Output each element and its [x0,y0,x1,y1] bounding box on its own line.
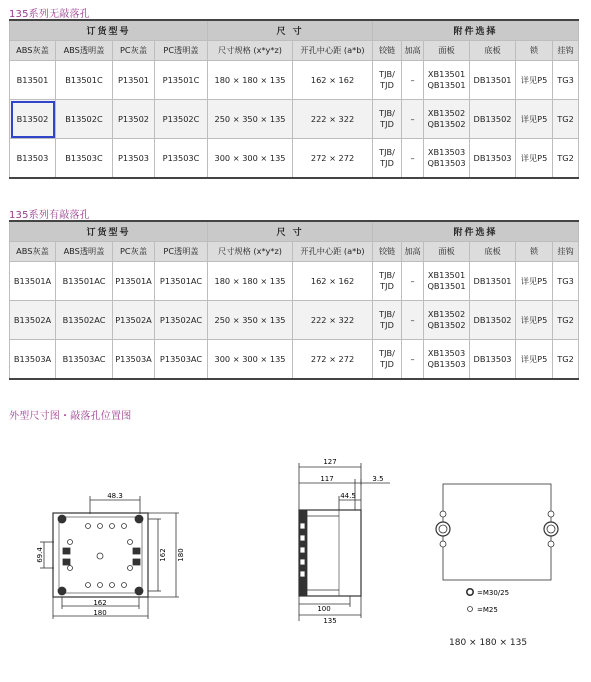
table-cell [424,139,470,179]
table-cell-line: TJD [380,119,394,129]
table-cell-line: TJB/ [379,69,395,79]
table-cell: – [402,139,424,179]
table-cell [424,301,470,340]
table-cell-line: XB13503 [427,147,466,157]
table-cell: TG3 [553,262,579,301]
table-cell: 272 × 272 [293,139,373,179]
selected-cell[interactable]: B13502 [10,100,56,139]
table-cell: DB13502 [470,100,516,139]
table-cell-line: TJB/ [379,147,395,157]
column-header: ABS透明盖 [56,242,113,262]
table-cell: B13503C [56,139,113,179]
table-cell: DB13503 [470,139,516,179]
table-cell [373,262,402,301]
table-cell [424,340,470,380]
table-cell: B13501 [10,61,56,100]
table-cell: 300 × 300 × 135 [208,139,293,179]
column-header: 面板 [424,242,470,262]
table-cell: – [402,61,424,100]
table-cell: TG2 [553,100,579,139]
table-cell-line: TJB/ [379,108,395,118]
table-cell: 详见P5 [516,262,553,301]
table-cell: TG3 [553,61,579,100]
table-cell [373,340,402,380]
table-cell: DB13502 [470,301,516,340]
table-row [10,100,579,139]
table-cell-line: XB13502 [427,108,466,118]
table-cell: TG2 [553,301,579,340]
table-cell-line: XB13503 [427,348,466,358]
table-cell-line: QB13501 [427,80,466,90]
table-cell: B13503A [10,340,56,380]
table-cell-line: QB13503 [427,158,466,168]
table-cell: P13503AC [155,340,208,380]
table-cell: P13501 [113,61,155,100]
table-cell-line: TJD [380,359,394,369]
dim-69-4: 69.4 [36,547,44,563]
table-cell: 180 × 180 × 135 [208,262,293,301]
column-header: 底板 [470,242,516,262]
table-cell: B13501C [56,61,113,100]
table-cell [373,301,402,340]
table-cell-line: TJD [380,158,394,168]
column-header: ABS灰盖 [10,41,56,61]
table-cell: 272 × 272 [293,340,373,380]
table-cell-line: TJB/ [379,348,395,358]
table-cell: – [402,340,424,380]
table-cell: – [402,262,424,301]
table-cell: 详见P5 [516,100,553,139]
table-cell: B13501AC [56,262,113,301]
table-cell: 详见P5 [516,61,553,100]
table-cell-line: TJB/ [379,309,395,319]
table-cell: DB13501 [470,262,516,301]
table-cell-line: QB13503 [427,359,466,369]
table-cell: B13503 [10,139,56,179]
table-cell [424,61,470,100]
column-header: 铰链 [373,242,402,262]
table-cell [424,262,470,301]
table-cell: DB13501 [470,61,516,100]
table-cell-line: QB13501 [427,281,466,291]
dim-44-5: 44.5 [340,492,356,500]
table-cell: – [402,301,424,340]
table-cell: TG2 [553,340,579,380]
table-cell-line: XB13501 [427,69,466,79]
column-header: 开孔中心距 (a*b) [293,242,373,262]
table-cell [373,61,402,100]
group-header-size: 尺 寸 [208,221,373,242]
table-cell: P13503A [113,340,155,380]
table-cell: 162 × 162 [293,262,373,301]
table-cell-line: TJD [380,80,394,90]
table-row [10,139,579,179]
section-title-with-knockout: 135系列有敲落孔 [9,210,90,221]
column-header: 开孔中心距 (a*b) [293,41,373,61]
table-cell: P13503C [155,139,208,179]
table-cell: P13502 [113,100,155,139]
table-cell: 300 × 300 × 135 [208,340,293,380]
table-cell-line: TJD [380,281,394,291]
table-cell: B13502AC [56,301,113,340]
table-cell: P13502AC [155,301,208,340]
column-header: 锁 [516,242,553,262]
dim-100: 100 [317,605,331,613]
dim-48-3: 48.3 [107,492,123,500]
table-cell-line: TJB/ [379,270,395,280]
table-row [10,262,579,301]
table-cell: B13502A [10,301,56,340]
table-cell-line: QB13502 [427,320,466,330]
group-header-order: 订货型号 [10,20,208,41]
drawings-title: 外型尺寸图・敲落孔位置图 [9,411,132,422]
table-cell: 162 × 162 [293,61,373,100]
knockout-caption: 180 × 180 × 135 [449,638,528,648]
table-cell-line: XB13501 [427,270,466,280]
table-cell: 250 × 350 × 135 [208,301,293,340]
table-cell [373,100,402,139]
column-header: 挂钩 [553,242,579,262]
section-title-no-knockout: 135系列无敲落孔 [9,9,90,20]
side-view-drawing [290,455,400,625]
column-header: 尺寸规格 (x*y*z) [208,41,293,61]
table-cell: P13502C [155,100,208,139]
legend-small-label: =M25 [477,606,498,614]
table-cell [424,100,470,139]
dim-162-vertical: 162 [159,548,167,562]
table-cell: 180 × 180 × 135 [208,61,293,100]
group-header-size: 尺 寸 [208,20,373,41]
table-row [10,340,579,380]
table-cell: P13501AC [155,262,208,301]
table-cell: 详见P5 [516,301,553,340]
column-header: 尺寸规格 (x*y*z) [208,242,293,262]
column-header: 锁 [516,41,553,61]
column-header: 面板 [424,41,470,61]
dim-180-horizontal: 180 [93,609,107,617]
table-cell: TG2 [553,139,579,179]
dim-127: 127 [323,458,337,466]
column-header: 铰链 [373,41,402,61]
legend-large-label: =M30/25 [477,589,510,597]
column-header: 加高 [402,242,424,262]
column-header: ABS灰盖 [10,242,56,262]
group-header-accessories: 附件选择 [373,20,579,41]
dim-135: 135 [323,617,337,625]
table-cell: 222 × 322 [293,100,373,139]
table-cell: 250 × 350 × 135 [208,100,293,139]
dim-162-horizontal: 162 [93,599,107,607]
column-header: 底板 [470,41,516,61]
table-cell: P13501C [155,61,208,100]
table-cell: – [402,100,424,139]
knockout-position-drawing [425,478,575,618]
table-cell-line: TJD [380,320,394,330]
column-header: PC灰盖 [113,41,155,61]
table-cell: 222 × 322 [293,301,373,340]
spec-table-with-knockout [9,220,579,380]
legend-large-knockout-icon [467,589,473,595]
table-row [10,301,579,340]
group-header-accessories: 附件选择 [373,221,579,242]
table-cell: 详见P5 [516,139,553,179]
table-row [10,61,579,100]
table-cell: P13502A [113,301,155,340]
spec-table-no-knockout [9,19,579,179]
table-cell: P13501A [113,262,155,301]
table-cell: DB13503 [470,340,516,380]
dim-117: 117 [320,475,334,483]
column-header: PC灰盖 [113,242,155,262]
table-cell [373,139,402,179]
dim-3-5: 3.5 [372,475,384,483]
column-header: ABS透明盖 [56,41,113,61]
column-header: PC透明盖 [155,41,208,61]
group-header-order: 订货型号 [10,221,208,242]
table-cell: P13503 [113,139,155,179]
dim-180-vertical: 180 [177,548,185,562]
table-cell: B13503AC [56,340,113,380]
table-cell-line: XB13502 [427,309,466,319]
column-header: 加高 [402,41,424,61]
table-cell-line: QB13502 [427,119,466,129]
table-cell: B13502C [56,100,113,139]
column-header: 挂钩 [553,41,579,61]
legend-small-knockout-icon [468,607,473,612]
table-cell: 详见P5 [516,340,553,380]
column-header: PC透明盖 [155,242,208,262]
table-cell: B13501A [10,262,56,301]
front-view-drawing [30,486,200,621]
